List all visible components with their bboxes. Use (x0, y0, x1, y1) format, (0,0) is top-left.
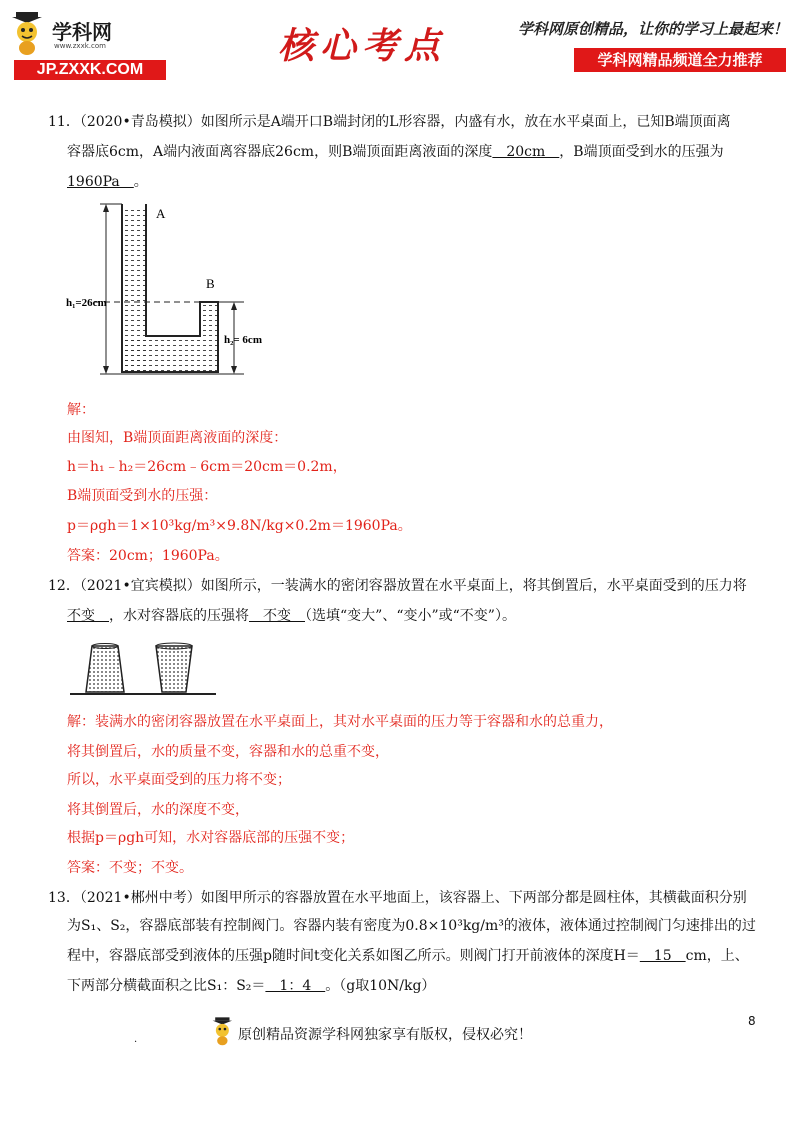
logo-name: 学科网 (52, 20, 112, 44)
q11-sol-4: B端顶面受到水的压强： (67, 488, 218, 504)
header-tagline: 学科网精品频道全力推荐 (574, 48, 786, 72)
q11-sol-5: p＝ρgh＝1×10³kg/m³×9.8N/kg×0.2m＝1960Pa。 (67, 518, 412, 534)
q12-sol-3: 所以，水平桌面受到的压力将不变； (67, 772, 291, 788)
q12-sol-4: 将其倒置后，水的深度不变， (67, 802, 249, 818)
q13-line3 (67, 946, 749, 966)
q13-line2: 为S₁、S₂，容器底部装有控制阀门。容器内装有密度为0.8×10³kg/m³的液体，液体通过控制阀门匀速排出的过 (67, 918, 756, 934)
label-a: A (156, 206, 166, 221)
q13-answer-blank-1: 15 (639, 948, 686, 964)
q13-text-c: 下两部分横截面积之比S₁：S₂＝ (67, 978, 266, 994)
logo-subtext: www.zxxk.com (54, 42, 106, 50)
label-h2: h₂= 6cm (224, 334, 262, 346)
footer-dot: . (134, 1034, 138, 1045)
page-number: 8 (748, 1014, 756, 1028)
q12-line1: 12．（2021•宜宾模拟）如图所示，一装满水的密闭容器放置在水平桌面上，将其倒置后，水平桌面受到的压力将 (48, 578, 747, 594)
q12-sol-6: 答案：不变；不变。 (67, 860, 193, 876)
footer-copyright: 原创精品资源学科网独家享有版权，侵权必究！ (238, 1027, 532, 1043)
q13-line1: 13．（2021•郴州中考）如图甲所示的容器放置在水平地面上，该容器上、下两部分都是圆柱体，其横截面积分别 (48, 890, 747, 906)
q11-sol-3: h＝h₁﹣h₂＝26cm﹣6cm＝20cm＝0.2m， (67, 459, 347, 475)
logo-url: JP.ZXXK.COM (14, 60, 166, 80)
label-h1: h₁=26cm (66, 297, 107, 309)
q11-line3 (67, 172, 148, 192)
q11-line1: 11．（2020•青岛模拟）如图所示是A端开口B端封闭的L形容器，内盛有水，放在水平桌面上，已知B端顶面离 (48, 114, 731, 130)
mascot-icon (8, 10, 48, 56)
q11-text-a: 容器底6cm，A端内液面离容器底26cm，则B端顶面距离液面的深度 (67, 144, 493, 160)
label-b: B (206, 276, 215, 291)
q12-answer-blank-2: 不变 (249, 608, 305, 624)
q13-text-b: cm，上、 (685, 948, 749, 964)
mascot-small-icon (210, 1016, 236, 1046)
q11-answer-blank-1: 20cm (492, 144, 560, 160)
q12-answer-blank-1: 不变 (67, 608, 109, 624)
header-slogan: 学科网原创精品，让你的学习上最起来！ (518, 20, 789, 38)
q11-sol-1: 解： (67, 402, 95, 418)
q11-sol-6: 答案：20cm；1960Pa。 (67, 548, 229, 564)
header-title: 核心考点 (278, 25, 447, 67)
q13-answer-blank-2: 1：4 (265, 978, 326, 994)
q11-sol-2: 由图知，B端顶面距离液面的深度： (67, 430, 288, 446)
logo (8, 8, 158, 78)
q12-sol-2: 将其倒置后，水的质量不变，容器和水的总重不变， (67, 744, 389, 760)
q12-text-a: ，水对容器底的压强将 (109, 608, 249, 624)
q12-figure (68, 638, 218, 700)
q12-sol-5: 根据p＝ρgh可知，水对容器底部的压强不变； (67, 830, 355, 846)
q11-line2 (67, 142, 724, 162)
q12-sol-1: 解：装满水的密闭容器放置在水平桌面上，其对水平桌面的压力等于容器和水的总重力， (67, 714, 613, 730)
q11-figure (64, 198, 284, 376)
page-header (0, 0, 800, 80)
q11-text-b: ，B端顶面受到水的压强为 (559, 144, 724, 160)
q12-text-b: （选填“变大”、“变小”或“不变”）。 (305, 608, 516, 624)
q13-line4 (67, 976, 435, 996)
q12-line2 (67, 606, 516, 626)
q13-text-d: 。（g取10N/kg） (325, 978, 436, 994)
q13-text-a: 程中，容器底部受到液体的压强p随时间t变化关系如图乙所示。则阀门打开前液体的深度H＝ (67, 948, 640, 964)
q11-answer-blank-2: 1960Pa (67, 174, 134, 190)
q11-text-end: 。 (133, 174, 148, 190)
